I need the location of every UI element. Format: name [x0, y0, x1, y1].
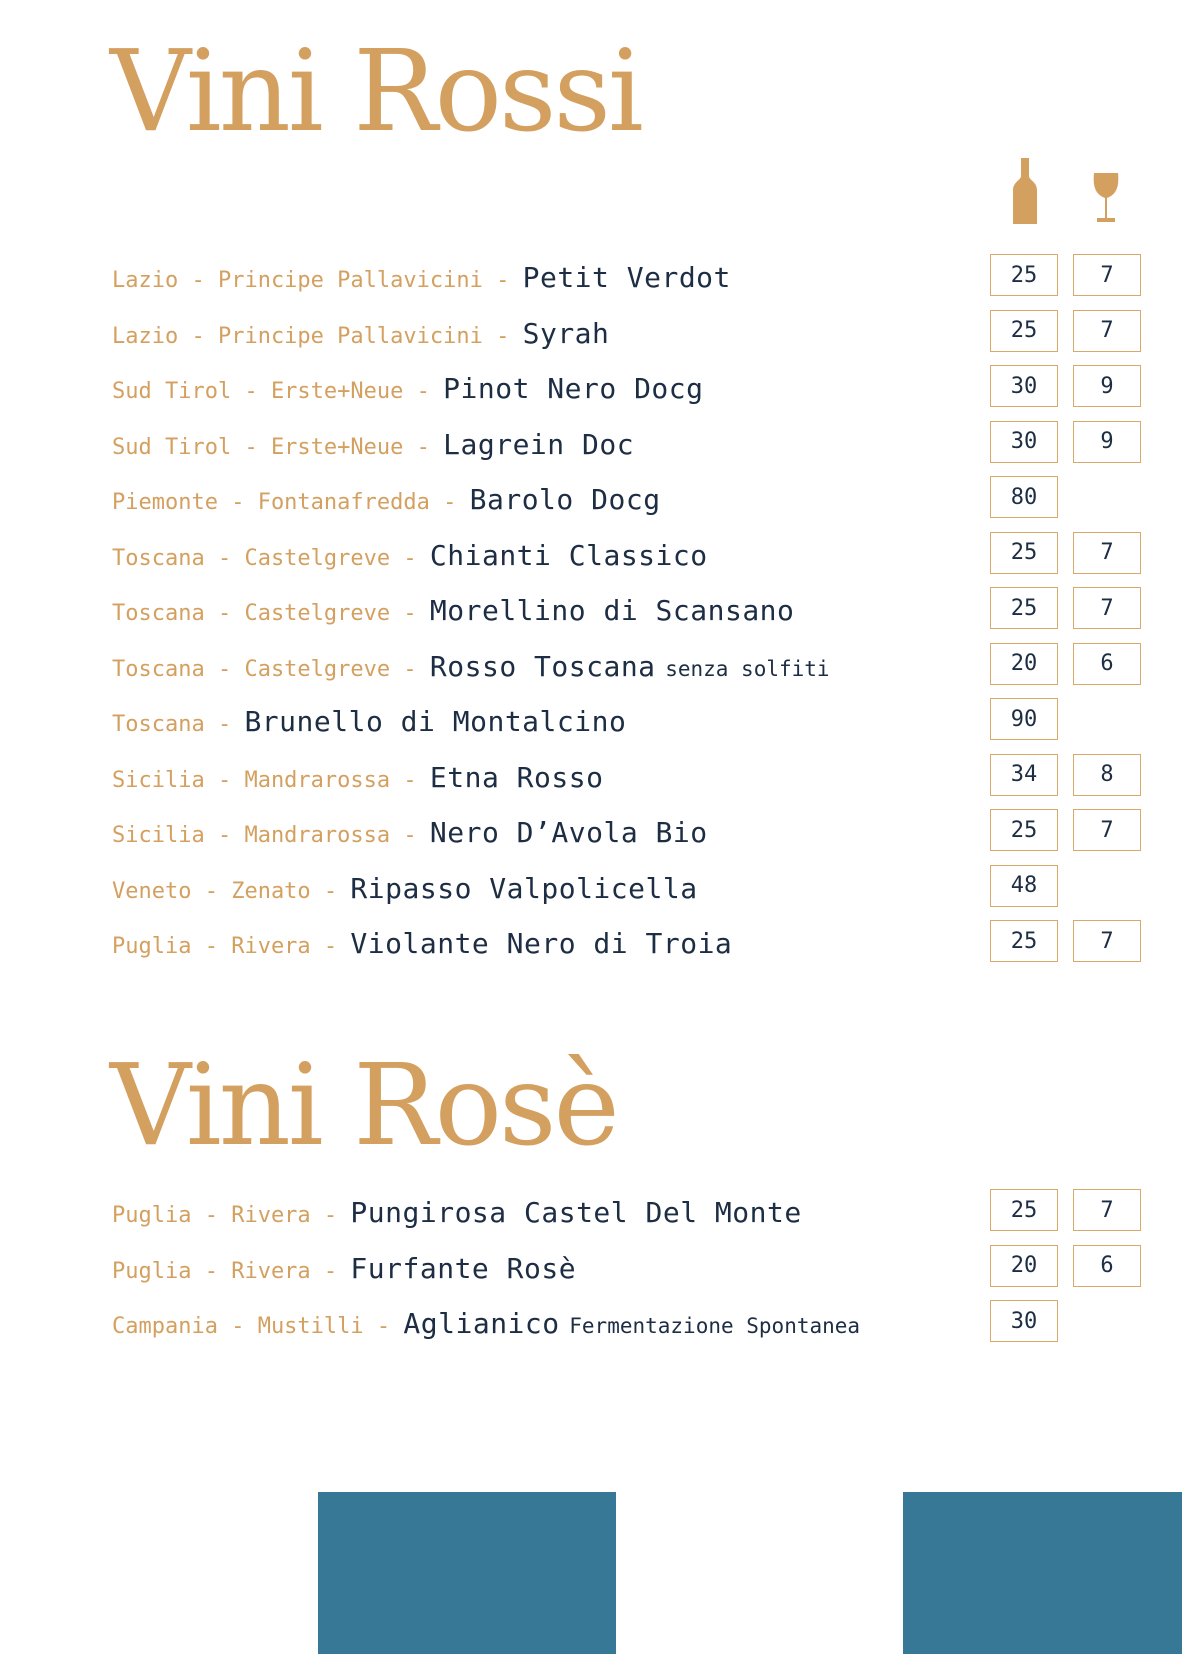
wine-bottle-icon [1013, 158, 1037, 228]
wine-name: Etna Rosso [429, 760, 604, 794]
wine-description [112, 1196, 802, 1229]
wine-name: Nero D’Avola Bio [429, 816, 708, 849]
glass-price: 7 [1073, 809, 1141, 851]
glass-price: 8 [1073, 754, 1141, 796]
wine-description [112, 705, 626, 738]
bottle-price: 25 [990, 310, 1058, 352]
bottle-price: 20 [990, 1245, 1058, 1287]
wine-region-producer: Toscana - Castelgreve - [112, 545, 430, 571]
wine-region-producer: Sud Tirol - Erste+Neue - [112, 434, 444, 460]
wine-description [112, 872, 698, 905]
section-title-vini-rose: Vini Rosè [110, 1041, 617, 1171]
bottle-price: 48 [990, 865, 1058, 907]
wine-name: Syrah [522, 316, 610, 350]
glass-price: 7 [1073, 920, 1141, 962]
wine-description [112, 317, 609, 350]
bottle-price: 20 [990, 643, 1058, 685]
wine-description [112, 539, 708, 572]
wine-region-producer: Sicilia - Mandrarossa - [112, 823, 430, 848]
wine-region-producer: Puglia - Rivera - [112, 934, 351, 959]
bottle-price: 30 [990, 421, 1058, 463]
wine-description [112, 650, 830, 683]
wine-description [112, 372, 704, 405]
wine-name: Morellino di Scansano [429, 594, 795, 627]
glass-price: 6 [1073, 643, 1141, 685]
wine-description [112, 1307, 860, 1340]
bottle-price: 90 [990, 698, 1058, 740]
wine-name: Lagrein Doc [443, 427, 635, 461]
wine-glass-icon [1091, 158, 1121, 228]
bottle-price: 80 [990, 476, 1058, 518]
wine-region-producer: Campania - Mustilli - [112, 1314, 404, 1339]
wine-region-producer: Veneto - Zenato - [112, 878, 351, 904]
wine-name: Violante Nero di Troia [350, 927, 733, 960]
glass-price: 7 [1073, 1189, 1141, 1231]
wine-region-producer: Piemonte - Fontanafredda - [112, 490, 470, 515]
wine-region-producer: Puglia - Rivera - [112, 1203, 351, 1228]
glass-price: 7 [1073, 310, 1141, 352]
glass-price: 7 [1073, 587, 1141, 629]
bottle-price: 25 [990, 587, 1058, 629]
wine-description [112, 761, 603, 794]
bottle-price: 34 [990, 754, 1058, 796]
wine-description [112, 428, 634, 461]
bottle-price: 25 [990, 532, 1058, 574]
wine-region-producer: Puglia - Rivera - [112, 1258, 351, 1284]
wine-name: Pinot Nero Docg [443, 372, 704, 405]
wine-region-producer: Sicilia - Mandrarossa - [112, 767, 430, 793]
wine-region-producer: Toscana - Castelgreve - [112, 601, 430, 626]
wine-region-producer: Sud Tirol - Erste+Neue - [112, 379, 444, 404]
bottle-price: 30 [990, 365, 1058, 407]
glass-price: 9 [1073, 421, 1141, 463]
wine-name: Furfante Rosè [350, 1251, 577, 1285]
bottle-price: 25 [990, 809, 1058, 851]
wine-description [112, 483, 661, 516]
bottle-price: 25 [990, 920, 1058, 962]
wine-name: Petit Verdot [522, 261, 731, 294]
wine-region-producer: Lazio - Principe Pallavicini - [112, 268, 523, 293]
glass-price: 6 [1073, 1245, 1141, 1287]
wine-name: Rosso Toscana [429, 649, 656, 683]
decorative-block-right [903, 1492, 1182, 1654]
decorative-block-left [318, 1492, 616, 1654]
wine-region-producer: Toscana - [112, 712, 245, 737]
section-title-vini-rossi: Vini Rossi [110, 27, 641, 157]
bottle-price: 25 [990, 254, 1058, 296]
glass-price: 9 [1073, 365, 1141, 407]
wine-description [112, 261, 731, 294]
wine-name: Aglianico [403, 1307, 560, 1340]
wine-description [112, 1252, 576, 1285]
wine-note: senza solfiti [665, 656, 830, 681]
wine-description [112, 594, 794, 627]
wine-name: Barolo Docg [469, 483, 661, 516]
wine-name: Chianti Classico [429, 538, 708, 572]
wine-region-producer: Toscana - Castelgreve - [112, 656, 430, 682]
wine-description [112, 816, 708, 849]
bottle-price: 30 [990, 1300, 1058, 1342]
glass-price: 7 [1073, 254, 1141, 296]
wine-note: Fermentazione Spontanea [569, 1314, 861, 1338]
wine-name: Brunello di Montalcino [244, 705, 627, 738]
wine-region-producer: Lazio - Principe Pallavicini - [112, 323, 523, 349]
wine-name: Pungirosa Castel Del Monte [350, 1196, 802, 1229]
wine-name: Ripasso Valpolicella [350, 871, 698, 905]
wine-description [112, 927, 732, 960]
glass-price: 7 [1073, 532, 1141, 574]
bottle-price: 25 [990, 1189, 1058, 1231]
